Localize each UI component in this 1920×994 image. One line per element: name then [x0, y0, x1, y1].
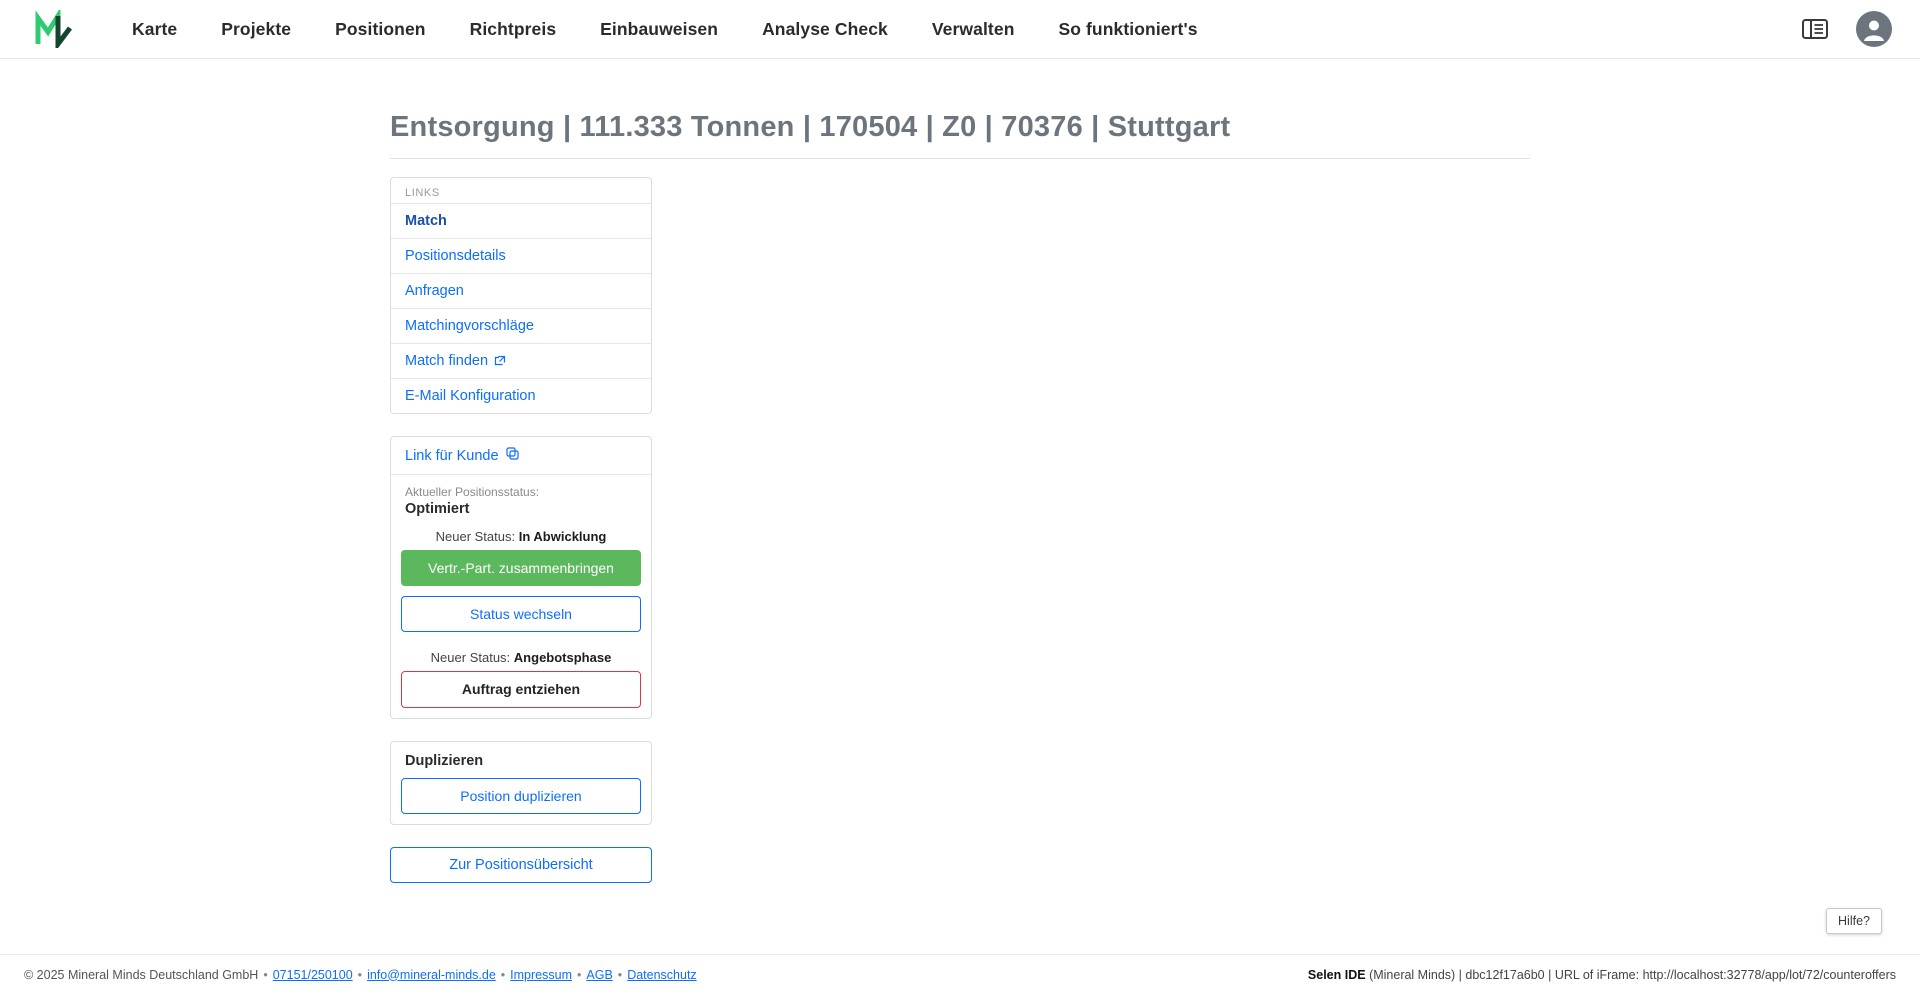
link-item-match-finden[interactable] [391, 343, 651, 378]
footer-email-link[interactable]: info@mineral-minds.de [367, 967, 496, 982]
vertragspartner-zusammenbringen-button[interactable]: Vertr.-Part. zusammenbringen [401, 550, 641, 586]
link-item-match-finden-label: Match finden [405, 353, 489, 369]
link-item-positionsdetails[interactable] [391, 238, 651, 273]
user-avatar[interactable] [1856, 11, 1892, 47]
duplicate-card [390, 741, 652, 825]
position-duplizieren-button[interactable]: Position duplizieren [401, 778, 641, 814]
link-item-match-label: Match [405, 213, 447, 229]
copy-icon[interactable] [506, 447, 519, 464]
layout-panel-icon[interactable] [1798, 12, 1832, 46]
footer-debug-text: (Mineral Minds) | dbc12f17a6b0 | URL of iFrame: http://localhost:32778/app/lot/72/counteroffers [1369, 967, 1896, 982]
nav-right-actions [1798, 11, 1892, 47]
status-wechseln-button[interactable]: Status wechseln [401, 596, 641, 632]
customer-link-row[interactable] [391, 437, 651, 475]
customer-link-label: Link für Kunde [405, 447, 499, 464]
link-item-anfragen[interactable] [391, 273, 651, 308]
link-item-anfragen-label: Anfragen [405, 283, 464, 299]
links-card [390, 177, 652, 414]
nav-item-so-funktionierts[interactable]: So funktioniert's [1058, 18, 1198, 39]
nav-item-richtpreis[interactable]: Richtpreis [469, 18, 557, 39]
nav-item-analyse-check[interactable]: Analyse Check [762, 18, 888, 39]
footer-datenschutz-link[interactable]: Datenschutz [627, 967, 697, 982]
link-item-positionsdetails-label: Positionsdetails [405, 248, 506, 264]
link-item-email-konfiguration-label: E-Mail Konfiguration [405, 388, 536, 404]
user-avatar-icon [1859, 14, 1889, 44]
link-item-match[interactable] [391, 203, 651, 238]
new-status-2-value: Angebotsphase [513, 650, 612, 666]
footer-sep-3: • [500, 967, 506, 982]
left-panel-column [390, 177, 652, 883]
new-status-2-prefix: Neuer Status: [430, 650, 511, 666]
page-footer [0, 954, 1920, 994]
nav-item-positionen[interactable]: Positionen [335, 18, 426, 39]
footer-sep-1: • [263, 967, 268, 982]
footer-copyright: © 2025 Mineral Minds Deutschland GmbH [24, 967, 259, 982]
current-status-label: Aktueller Positionsstatus: [405, 485, 540, 499]
logo-icon [34, 10, 78, 48]
footer-impressum-link[interactable]: Impressum [510, 967, 572, 982]
content-container [390, 111, 1530, 883]
links-card-header: LINKS [405, 187, 440, 199]
link-item-matchingvorschlaege-label: Matchingvorschläge [405, 318, 534, 334]
current-status-value: Optimiert [405, 501, 470, 517]
duplicate-card-title: Duplizieren [405, 752, 484, 769]
footer-sep-2: • [357, 967, 363, 982]
footer-sep-4: • [577, 967, 582, 982]
footer-agb-link[interactable]: AGB [586, 967, 613, 982]
auftrag-entziehen-button[interactable]: Auftrag entziehen [401, 671, 641, 707]
link-item-matchingvorschlaege[interactable] [391, 308, 651, 343]
page-title: Entsorgung | 111.333 Tonnen | 170504 | Z0 | 70376 | Stuttgart [390, 111, 1530, 159]
nav-item-verwalten[interactable]: Verwalten [931, 18, 1015, 39]
footer-phone-link[interactable]: 07151/250100 [272, 967, 353, 982]
new-status-1-prefix: Neuer Status: [435, 529, 516, 544]
nav-item-karte[interactable]: Karte [132, 18, 178, 39]
footer-debug-info [1308, 968, 1896, 982]
new-status-1 [391, 521, 651, 550]
footer-debug-title: Selen IDE [1307, 967, 1366, 982]
page-body [0, 59, 1920, 954]
nav-links [118, 11, 1220, 48]
new-status-1-value: In Abwicklung [518, 529, 607, 544]
nav-item-einbauweisen[interactable]: Einbauweisen [600, 18, 719, 39]
current-status-block [391, 475, 651, 521]
nav-item-projekte[interactable]: Projekte [221, 18, 292, 39]
external-link-icon [494, 355, 506, 367]
panel-icon-glyph [1802, 18, 1828, 40]
mineral-minds-logo[interactable] [34, 9, 80, 49]
zur-positionsuebersicht-button[interactable]: Zur Positionsübersicht [390, 847, 652, 883]
top-navbar [0, 0, 1920, 59]
footer-sep-5: • [617, 967, 623, 982]
new-status-2 [391, 642, 651, 671]
help-bubble[interactable]: Hilfe? [1826, 908, 1882, 934]
link-item-email-konfiguration[interactable] [391, 378, 651, 413]
status-card [390, 436, 652, 719]
